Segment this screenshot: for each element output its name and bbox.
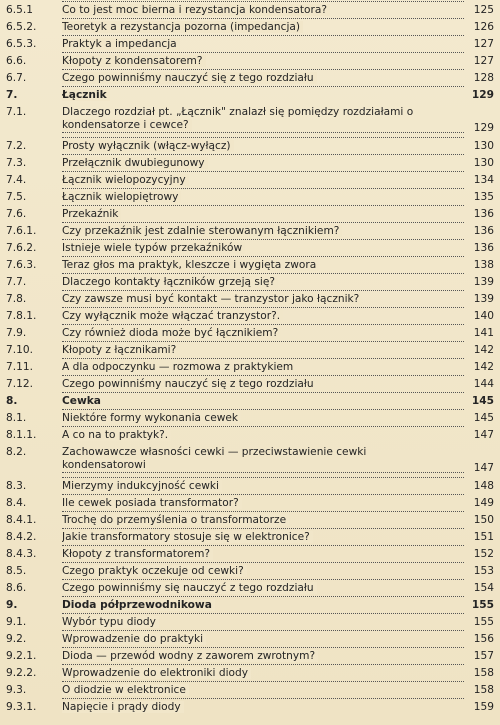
section-title [62, 684, 464, 697]
dot-leader [62, 409, 464, 410]
section-title-text: Czy również dioda może być łącznikiem? [62, 327, 281, 339]
dot-leader [62, 290, 464, 291]
section-title [62, 429, 464, 442]
section-title [62, 21, 464, 34]
section-title-text: Czego praktyk oczekuje od cewki? [62, 565, 247, 577]
dot-leader [62, 375, 464, 376]
section-title-text: Mierzymy indukcyjność cewki [62, 480, 222, 492]
section-title-continuation [62, 459, 464, 472]
section-number: 8.4. [6, 497, 27, 509]
page-number: 139 [473, 276, 494, 288]
section-number: 7.9. [6, 327, 27, 339]
section-title-text: O diodzie w elektronice [62, 684, 189, 696]
section-title [62, 208, 464, 221]
dot-leader [62, 477, 464, 478]
section-title [62, 72, 464, 85]
section-title-text: Czy wyłącznik może włączać tranzystor?. [62, 310, 283, 322]
section-title [62, 89, 464, 102]
section-number: 8.5. [6, 565, 27, 577]
section-title [62, 310, 464, 323]
section-number: 6.6. [6, 55, 27, 67]
section-title [62, 242, 464, 255]
section-title [62, 157, 464, 170]
section-title [62, 378, 464, 391]
section-title-text: Wprowadzenie do elektroniki diody [62, 667, 251, 679]
page-number: 156 [473, 633, 494, 645]
page-number: 136 [473, 208, 494, 220]
section-title [62, 259, 464, 272]
section-title [62, 548, 464, 561]
dot-leader [62, 171, 464, 172]
section-title-text: Przekaźnik [62, 208, 121, 220]
section-number: 8.2. [6, 446, 27, 458]
section-title-text: Łącznik wielopiętrowy [62, 191, 181, 203]
dot-leader [62, 528, 464, 529]
section-title-text: Prosty wyłącznik (włącz-wyłącz) [62, 140, 234, 152]
section-title-text: Dlaczego kontakty łączników grzeją się? [62, 276, 278, 288]
page-number: 155 [471, 599, 494, 611]
dot-leader [62, 222, 464, 223]
section-number: 8. [6, 395, 18, 407]
section-title [62, 582, 464, 595]
section-title [62, 412, 464, 425]
page-number: 153 [473, 565, 494, 577]
section-title-text: A dla odpoczynku — rozmowa z praktykiem [62, 361, 296, 373]
section-title [62, 38, 464, 51]
section-title [62, 106, 464, 132]
section-number: 7.8. [6, 293, 27, 305]
section-number: 9.2.1. [6, 650, 37, 662]
section-number: 7.1. [6, 106, 27, 118]
section-number: 7.6.1. [6, 225, 37, 237]
section-number: 7.12. [6, 378, 33, 390]
section-number: 8.1. [6, 412, 27, 424]
section-number: 7. [6, 89, 18, 101]
section-title [62, 667, 464, 680]
dot-leader [62, 52, 464, 53]
section-title [62, 531, 464, 544]
dot-leader [62, 205, 464, 206]
dot-leader [62, 18, 464, 19]
page-number: 159 [473, 701, 494, 713]
dot-leader [62, 154, 464, 155]
section-number: 8.3. [6, 480, 27, 492]
section-number: 7.2. [6, 140, 27, 152]
page-number: 145 [473, 412, 494, 424]
dot-leader [62, 426, 464, 427]
page-number: 151 [473, 531, 494, 543]
dot-leader [62, 132, 464, 133]
section-number: 9.2.2. [6, 667, 37, 679]
section-title-text: Czy przekaźnik jest zdalnie sterowanym łącznikiem? [62, 225, 342, 237]
section-title-continuation-text: kondensatorze i cewce? [62, 119, 192, 131]
section-number: 6.5.2. [6, 21, 37, 33]
page-number: 149 [473, 497, 494, 509]
page-number: 127 [473, 55, 494, 67]
dot-leader [62, 307, 464, 308]
section-number: 6.5.3. [6, 38, 37, 50]
section-number: 8.4.1. [6, 514, 37, 526]
page-number: 135 [473, 191, 494, 203]
section-title [62, 616, 464, 629]
section-number: 7.11. [6, 361, 33, 373]
page-number: 154 [473, 582, 494, 594]
dot-leader [62, 647, 464, 648]
section-title [62, 395, 464, 408]
page-number: 148 [473, 480, 494, 492]
section-title [62, 293, 464, 306]
section-title-continuation-text: kondensatorowi [62, 459, 149, 471]
dot-leader [62, 664, 464, 665]
section-number: 7.10. [6, 344, 33, 356]
section-number: 8.6. [6, 582, 27, 594]
section-title-text: Napięcie i prądy diody [62, 701, 184, 713]
section-title [62, 446, 464, 472]
page-number: 145 [471, 395, 494, 407]
section-number: 7.8.1. [6, 310, 37, 322]
section-title-text: Trochę do przemyślenia o transformatorze [62, 514, 289, 526]
section-title [62, 565, 464, 578]
section-title [62, 55, 464, 68]
section-title [62, 650, 464, 663]
dot-leader [62, 596, 464, 597]
page-number: 129 [473, 122, 494, 134]
section-title-text: Dioda półprzewodnikowa [62, 599, 215, 611]
page-number: 127 [473, 38, 494, 50]
dot-leader [62, 188, 464, 189]
section-title-text: Wybór typu diody [62, 616, 159, 628]
dot-leader [62, 137, 464, 138]
dot-leader [62, 273, 464, 274]
section-title-text: Co to jest moc bierna i rezystancja kondensatora? [62, 4, 330, 16]
section-title [62, 174, 464, 187]
section-title-text: Czego powinniśmy nauczyć się z tego rozdziału [62, 378, 317, 390]
dot-leader [62, 341, 464, 342]
dot-leader [62, 579, 464, 580]
page-number: 158 [473, 684, 494, 696]
section-title [62, 480, 464, 493]
page-number: 139 [473, 293, 494, 305]
page-number: 147 [473, 462, 494, 474]
page-number: 136 [473, 242, 494, 254]
section-title-text: Dioda — przewód wodny z zaworem zwrotnym? [62, 650, 318, 662]
section-title-text: Kłopoty z kondensatorem? [62, 55, 206, 67]
section-number: 7.4. [6, 174, 27, 186]
page-number: 150 [473, 514, 494, 526]
section-title-text: Czego powinniśmy się nauczyć z tego rozdziału [62, 582, 317, 594]
section-title [62, 327, 464, 340]
page-number: 144 [473, 378, 494, 390]
section-number: 9.3.1. [6, 701, 37, 713]
page-number: 125 [473, 4, 494, 16]
dot-leader [62, 239, 464, 240]
dot-leader [62, 545, 464, 546]
section-title [62, 633, 464, 646]
dot-leader [62, 358, 464, 359]
dot-leader [62, 69, 464, 70]
dot-leader [62, 698, 464, 699]
page-number: 158 [473, 667, 494, 679]
dot-leader [62, 324, 464, 325]
dot-leader [62, 35, 464, 36]
section-title-text: Kłopoty z łącznikami? [62, 344, 179, 356]
dot-leader [62, 494, 464, 495]
section-number: 7.3. [6, 157, 27, 169]
section-title-text: Czy zawsze musi być kontakt — tranzystor jako łącznik? [62, 293, 362, 305]
page-number: 134 [473, 174, 494, 186]
section-title-text: Łącznik [62, 89, 110, 101]
section-number: 9.3. [6, 684, 27, 696]
section-number: 9.1. [6, 616, 27, 628]
dot-leader [62, 681, 464, 682]
page-number: 130 [473, 140, 494, 152]
section-number: 6.5.1 [6, 4, 33, 16]
dot-leader [62, 511, 464, 512]
dot-leader [62, 630, 464, 631]
page-number: 157 [473, 650, 494, 662]
section-title-text: Istnieje wiele typów przekaźników [62, 242, 245, 254]
section-number: 8.4.2. [6, 531, 37, 543]
page-number: 136 [473, 225, 494, 237]
page-number: 155 [473, 616, 494, 628]
dot-leader [62, 256, 464, 257]
section-number: 8.1.1. [6, 429, 37, 441]
page-number: 142 [473, 344, 494, 356]
page-number: 142 [473, 361, 494, 373]
section-number: 7.6.2. [6, 242, 37, 254]
section-title [62, 225, 464, 238]
section-title [62, 4, 464, 17]
section-title-text: Wprowadzenie do praktyki [62, 633, 206, 645]
section-number: 7.6. [6, 208, 27, 220]
section-title-continuation [62, 119, 464, 132]
section-number: 9. [6, 599, 18, 611]
section-title-text: Łącznik wielopozycyjny [62, 174, 189, 186]
section-title-text: Praktyk a impedancja [62, 38, 180, 50]
section-title-text: Niektóre formy wykonania cewek [62, 412, 241, 424]
section-number: 7.7. [6, 276, 27, 288]
section-title-text: Teoretyk a rezystancja pozorna (impedancja) [62, 21, 303, 33]
page-number: 141 [473, 327, 494, 339]
section-title-text: Dlaczego rozdział pt. „Łącznik" znalazł się pomiędzy rozdziałami o [62, 106, 414, 118]
section-number: 8.4.3. [6, 548, 37, 560]
page-number: 126 [473, 21, 494, 33]
section-number: 7.5. [6, 191, 27, 203]
section-title-text: Teraz głos ma praktyk, kleszcze i wygięta zwora [62, 259, 319, 271]
section-title [62, 191, 464, 204]
section-title [62, 344, 464, 357]
section-number: 9.2. [6, 633, 27, 645]
page-number: 147 [473, 429, 494, 441]
section-title-text: Cewka [62, 395, 104, 407]
dot-leader [62, 392, 464, 393]
dot-leader [62, 613, 464, 614]
dot-leader [62, 562, 464, 563]
section-title [62, 361, 464, 374]
dot-leader [62, 1, 464, 2]
page-number: 128 [473, 72, 494, 84]
section-number: 7.6.3. [6, 259, 37, 271]
section-title [62, 140, 464, 153]
page-number: 138 [473, 259, 494, 271]
section-title-text: Kłopoty z transformatorem? [62, 548, 213, 560]
section-title [62, 497, 464, 510]
page-number: 152 [473, 548, 494, 560]
section-number: 6.7. [6, 72, 27, 84]
dot-leader [62, 86, 464, 87]
section-title [62, 701, 464, 714]
page-number: 130 [473, 157, 494, 169]
section-title-text: A co na to praktyk?. [62, 429, 171, 441]
section-title-text: Jakie transformatory stosuje się w elektronice? [62, 531, 313, 543]
section-title [62, 276, 464, 289]
section-title [62, 514, 464, 527]
dot-leader [62, 472, 464, 473]
section-title-text: Ile cewek posiada transformator? [62, 497, 242, 509]
page-number: 129 [471, 89, 494, 101]
page-number: 140 [473, 310, 494, 322]
section-title [62, 599, 464, 612]
section-title-text: Przełącznik dwubiegunowy [62, 157, 208, 169]
section-title-text: Zachowawcze własności cewki — przeciwstawienie cewki [62, 446, 367, 458]
section-title-text: Czego powinniśmy nauczyć się z tego rozdziału [62, 72, 317, 84]
